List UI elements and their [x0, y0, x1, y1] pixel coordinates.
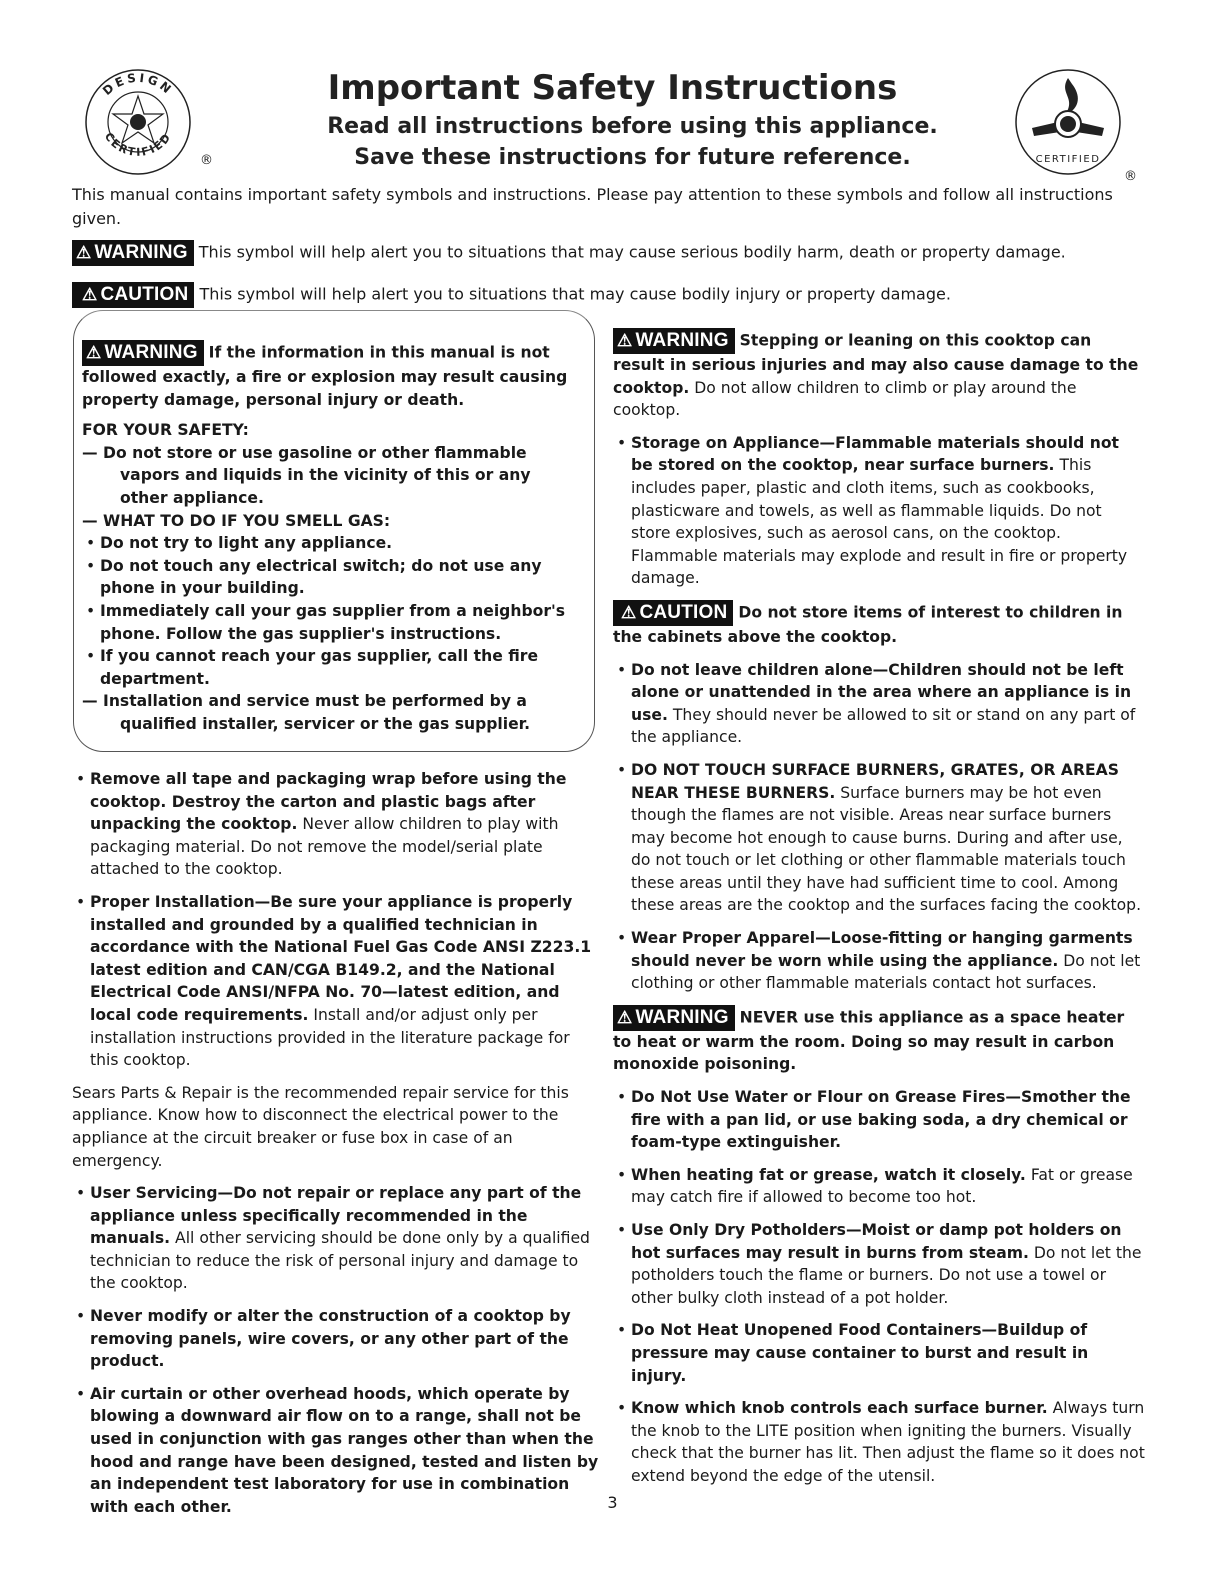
never-modify-item: • Never modify or alter the construction of a cooktop by removing panels, wire covers, or any other part of the product. — [72, 1305, 600, 1373]
svg-text:CERTIFIED: CERTIFIED — [1035, 154, 1101, 165]
svg-text:CERTIFIED: CERTIFIED — [101, 130, 175, 160]
children-alone-item: • Do not leave children alone—Children should not be left alone or unattended in the area where an appliance is in use. They should never be allowed to sit or stand on any part of the appliance. — [613, 659, 1145, 749]
warning-signal-label: ⚠ WARNING — [613, 328, 735, 354]
warning-triangle-icon: ⚠ — [82, 285, 98, 304]
user-servicing-item: • User Servicing—Do not repair or replace any part of the appliance unless specifically recommended in the manuals. All other servicing should be done only by a qualified technician to reduce the risk of personal injury and damage to the cooktop. — [72, 1182, 600, 1295]
for-your-safety-heading: FOR YOUR SAFETY: — [82, 421, 249, 440]
warning-triangle-icon: ⚠ — [621, 602, 637, 622]
children-caution: ⚠ CAUTION Do not store items of interest to children in the cabinets above the cooktop. — [613, 601, 1123, 646]
page-number: 3 — [607, 1493, 618, 1512]
svg-text:®: ® — [200, 153, 213, 168]
gas-step-4: If you cannot reach your gas supplier, call the fire department. — [100, 647, 539, 688]
space-heater-warning: ⚠ WARNING NEVER use this appliance as a space heater to heat or warm the room. Doing so may result in carbon monoxide poisoning. — [613, 1006, 1125, 1074]
grease-fire-item: • Do Not Use Water or Flour on Grease Fires—Smother the fire with a pan lid, or use baking soda, a dry chemical or foam-type extinguisher. — [613, 1086, 1145, 1154]
subtitle-save: Save these instructions for future reference. — [354, 145, 911, 170]
storage-item: • Storage on Appliance—Flammable materials should not be stored on the cooktop, near surface burners. This includes paper, plastic and cloth items, such as cookbooks, plasticware and towels, as well as flammable liquids. Do not store explosives, such as aerosol cans, on the cooktop. Flammable materials may explode and result in fire or property damage. — [613, 432, 1145, 590]
right-column — [613, 328, 1145, 1488]
stepping-warning: ⚠ WARNING Stepping or leaning on this cooktop can result in serious injuries and may also cause damage to the cooktop. Do not allow children to climb or play around the cooktop. — [613, 330, 1139, 420]
caution-signal-label: ⚠ CAUTION — [72, 282, 194, 308]
gasoline-warning: — Do not store or use gasoline or other flammable vapors and liquids in the vicinity of this or any other appliance. — [82, 443, 531, 507]
warning-triangle-icon: ⚠ — [617, 331, 633, 350]
warning-signal-label: ⚠ WARNING — [72, 240, 194, 266]
dry-potholders-item: • Use Only Dry Potholders—Moist or damp pot holders on hot surfaces may result in burns from steam. Do not let the potholders touch the flame or burners. Do not use a towel or other bulky cloth instead of a pot holder. — [613, 1219, 1145, 1309]
warning-triangle-icon: ⚠ — [86, 343, 102, 362]
proper-installation-item: • Proper Installation—Be sure your appliance is properly installed and grounded by a qualified technician in accordance with the National Fuel Gas Code ANSI Z223.1 latest edition and CAN/CGA B149.2, and the National Electrical Code ANSI/NFPA No. 70—latest edition, and local code requirements. Install and/or adjust only per installation instructions provided in the literature package for this cooktop. — [72, 891, 600, 1072]
caution-definition-text: This symbol will help alert you to situations that may cause bodily injury or property damage. — [199, 284, 951, 304]
smell-gas-heading: — WHAT TO DO IF YOU SMELL GAS: — [82, 511, 391, 530]
warning-definition-row — [72, 240, 1066, 266]
caution-signal-label: ⚠ CAUTION — [613, 600, 733, 626]
gas-step-3: Immediately call your gas supplier from a neighbor's phone. Follow the gas supplier's instructions. — [100, 601, 566, 643]
warning-triangle-icon: ⚠ — [76, 243, 92, 262]
sears-repair-paragraph: Sears Parts & Repair is the recommended repair service for this appliance. Know how to disconnect the electrical power to the appliance at the circuit breaker or fuse box in case of an emergency. — [72, 1083, 569, 1170]
installation-service-warning: — Installation and service must be performed by a qualified installer, servicer or the gas supplier. — [82, 692, 531, 733]
intro-text: This manual contains important safety symbols and instructions. Please pay attention to these symbols and follow all instructions given. — [72, 185, 1113, 228]
proper-apparel-item: • Wear Proper Apparel—Loose-fitting or hanging garments should never be worn while using the appliance. Do not let clothing or other flammable materials contact hot surfaces. — [613, 927, 1145, 995]
fire-warning-lead: If the information in this manual is not followed exactly, a fire or explosion may result causing property damage, personal injury or death. — [82, 343, 568, 409]
warning-triangle-icon: ⚠ — [617, 1007, 633, 1027]
warning-definition-text: This symbol will help alert you to situations that may cause serious bodily harm, death or property damage. — [198, 242, 1066, 262]
knob-controls-item: • Know which knob controls each surface burner. Always turn the knob to the LITE position when igniting the burners. Visually check that the burner has lit. Then adjust the flame so it does not extend beyond the edge of the utensil. — [613, 1397, 1145, 1487]
svg-text:DESIGN: DESIGN — [100, 70, 176, 98]
gas-step-2: Do not touch any electrical switch; do not use any phone in your building. — [100, 556, 542, 598]
remove-packaging-item: • Remove all tape and packaging wrap before using the cooktop. Destroy the carton and plastic bags after unpacking the cooktop. Never allow children to play with packaging material. Do not remove the model/serial plate attached to the cooktop. — [72, 768, 600, 881]
gas-step-1: Do not try to light any appliance. — [100, 534, 393, 553]
do-not-touch-item: • DO NOT TOUCH SURFACE BURNERS, GRATES, OR AREAS NEAR THESE BURNERS. Surface burners may be hot even though the flames are not visible. Areas near surface burners may become hot enough to cause burns. During and after use, do not touch or let clothing or other flammable materials touch these areas until they have had sufficient time to cool. Among these areas are the cooktop and the surfaces facing the cooktop. — [613, 759, 1145, 917]
left-column — [72, 768, 600, 1518]
subtitle-read: Read all instructions before using this appliance. — [327, 114, 938, 139]
warning-signal-label: ⚠ WARNING — [82, 340, 204, 366]
warning-signal-label: ⚠ WARNING — [613, 1005, 735, 1031]
svg-text:®: ® — [1124, 169, 1137, 184]
heating-fat-item: • When heating fat or grease, watch it closely. Fat or grease may catch fire if allowed to become too hot. — [613, 1164, 1145, 1209]
caution-definition-row — [72, 282, 951, 308]
page-title: Important Safety Instructions — [327, 68, 898, 108]
unopened-containers-item: • Do Not Heat Unopened Food Containers—Buildup of pressure may cause container to burst and result in injury. — [613, 1319, 1145, 1387]
air-curtain-item: • Air curtain or other overhead hoods, which operate by blowing a downward air flow on to a range, shall not be used in conjunction with gas ranges other than when the hood and range have been designed, tested and listen by an independent test laboratory for use in combination with each other. — [72, 1383, 600, 1519]
fire-warning-content — [82, 340, 582, 736]
